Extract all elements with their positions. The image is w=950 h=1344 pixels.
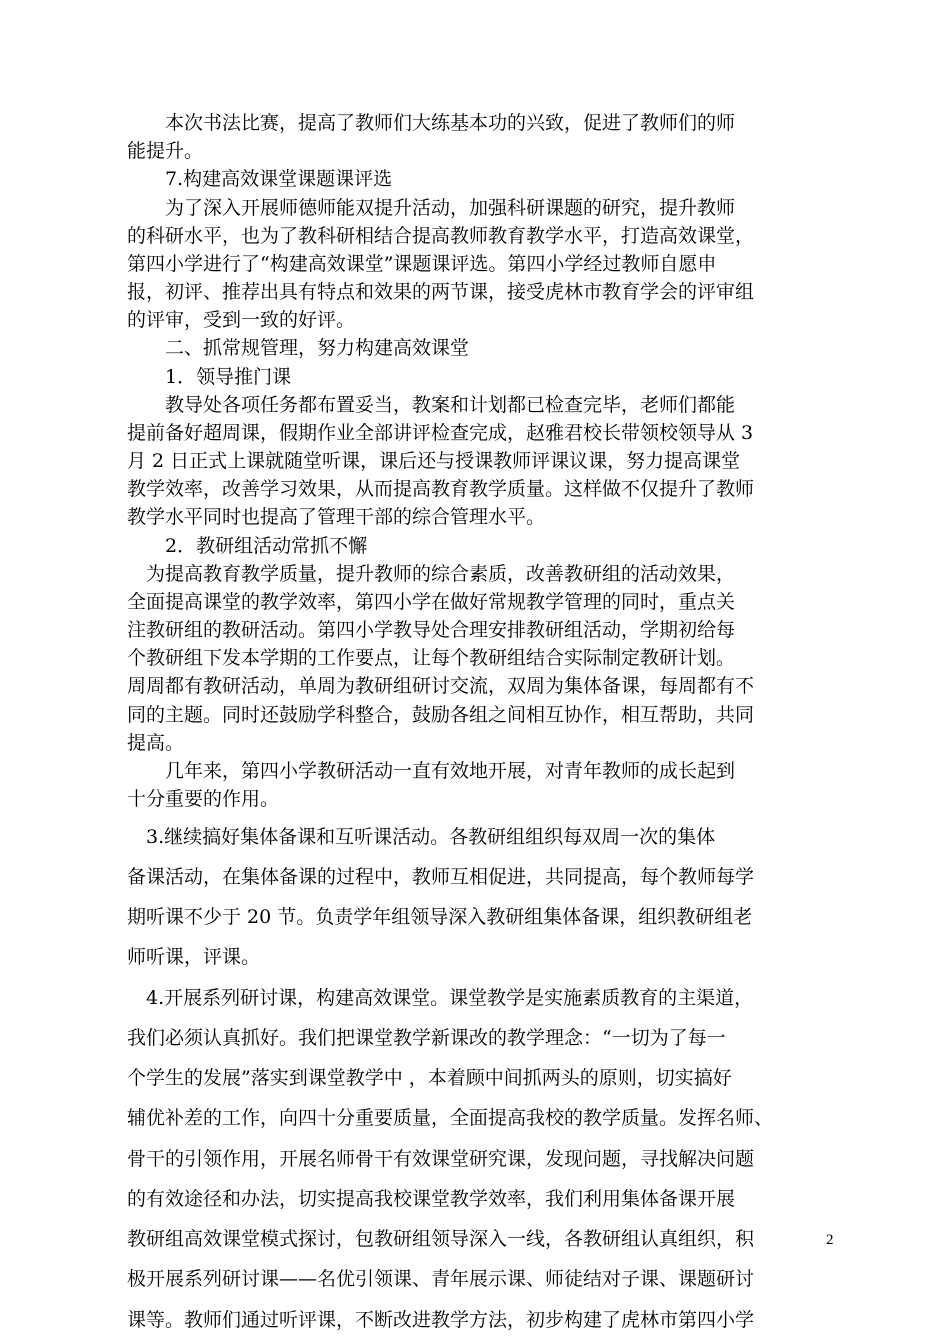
text-line: 为提高教育教学质量，提升教师的综合素质，改善教研组的活动效果， (127, 563, 736, 585)
text-line: 备课活动，在集体备课的过程中，教师互相促进，共同提高，每个教师每学 (127, 866, 755, 888)
text-line: 的评审，受到一致的好评。 (127, 309, 356, 331)
text-line: 辅优补差的工作，向四十分重要质量，全面提高我校的教学质量。发挥名师、 (127, 1107, 774, 1129)
text-line: 为了深入开展师德师能双提升活动，加强科研课题的研究，提升教师 (127, 197, 736, 219)
text-line: 1．领导推门课 (127, 366, 292, 388)
text-line: 全面提高课堂的教学效率，第四小学在做好常规教学管理的同时，重点关 (127, 591, 736, 613)
text-line: 周周都有教研活动，单周为教研组研讨交流，双周为集体备课，每周都有不 (127, 675, 755, 697)
text-line: 课等。教师们通过听评课，不断改进教学方法，初步构建了虎林市第四小学 (127, 1309, 755, 1331)
text-line: 十分重要的作用。 (127, 788, 280, 810)
text-line: 第四小学进行了“构建高效课堂”课题课评选。第四小学经过教师自愿申 (127, 253, 717, 275)
text-line: 同的主题。同时还鼓励学科整合，鼓励各组之间相互协作，相互帮助，共同 (127, 704, 755, 726)
text-line: 的科研水平，也为了教科研相结合提高教师教育教学水平，打造高效课堂， (127, 225, 755, 247)
text-line: 7.构建高效课堂课题课评选 (127, 168, 393, 190)
text-line: 教研组高效课堂模式探讨，包教研组领导深入一线，各教研组认真组织，积 (127, 1228, 755, 1250)
text-line: 的有效途径和办法，切实提高我校课堂教学效率，我们利用集体备课开展 (127, 1188, 736, 1210)
text-line: 能提升。 (127, 140, 204, 162)
text-line: 提高。 (127, 732, 185, 754)
text-line: 4.开展系列研讨课，构建高效课堂。课堂教学是实施素质教育的主渠道， (127, 987, 754, 1009)
page-number: 2 (826, 1232, 834, 1248)
text-line: 教学效率，改善学习效果，从而提高教育教学质量。这样做不仅提升了教师 (127, 478, 755, 500)
text-line: 骨干的引领作用，开展名师骨干有效课堂研究课，发现问题，寻找解决问题 (127, 1148, 755, 1170)
text-line: 极开展系列研讨课——名优引领课、青年展示课、师徒结对子课、课题研讨 (127, 1268, 755, 1290)
text-line: 教导处各项任务都布置妥当，教案和计划都已检查完毕，老师们都能 (127, 394, 736, 416)
text-line: 几年来，第四小学教研活动一直有效地开展，对青年教师的成长起到 (127, 760, 736, 782)
text-line: 师听课，评课。 (127, 946, 261, 968)
text-line: 3.继续搞好集体备课和互听课活动。各教研组组织每双周一次的集体 (127, 826, 716, 848)
text-line: 2．教研组活动常抓不懈 (127, 535, 368, 557)
text-line: 注教研组的教研活动。第四小学教导处合理安排教研组活动，学期初给每 (127, 619, 736, 641)
text-line: 教学水平同时也提高了管理干部的综合管理水平。 (127, 506, 546, 528)
text-line: 报，初评、推荐出具有特点和效果的两节课，接受虎林市教育学会的评审组 (127, 281, 755, 303)
text-line: 月 2 日正式上课就随堂听课，课后还与授课教师评课议课，努力提高课堂 (127, 450, 741, 472)
text-line: 提前备好超周课，假期作业全部讲评检查完成，赵雅君校长带领校领导从 3 (127, 422, 754, 444)
text-line: 个教研组下发本学期的工作要点，让每个教研组结合实际制定教研计划。 (127, 647, 736, 669)
text-line: 我们必须认真抓好。我们把课堂教学新课改的教学理念：“一切为了每一 (127, 1027, 726, 1049)
text-line: 本次书法比赛，提高了教师们大练基本功的兴致，促进了教师们的师 (127, 112, 736, 134)
text-line: 二、抓常规管理，努力构建高效课堂 (127, 337, 470, 359)
text-line: 个学生的发展”落实到课堂教学中 ，本着顾中间抓两头的原则，切实搞好 (127, 1067, 732, 1089)
text-line: 期听课不少于 20 节。负责学年组领导深入教研组集体备课，组织教研组老 (127, 906, 753, 928)
